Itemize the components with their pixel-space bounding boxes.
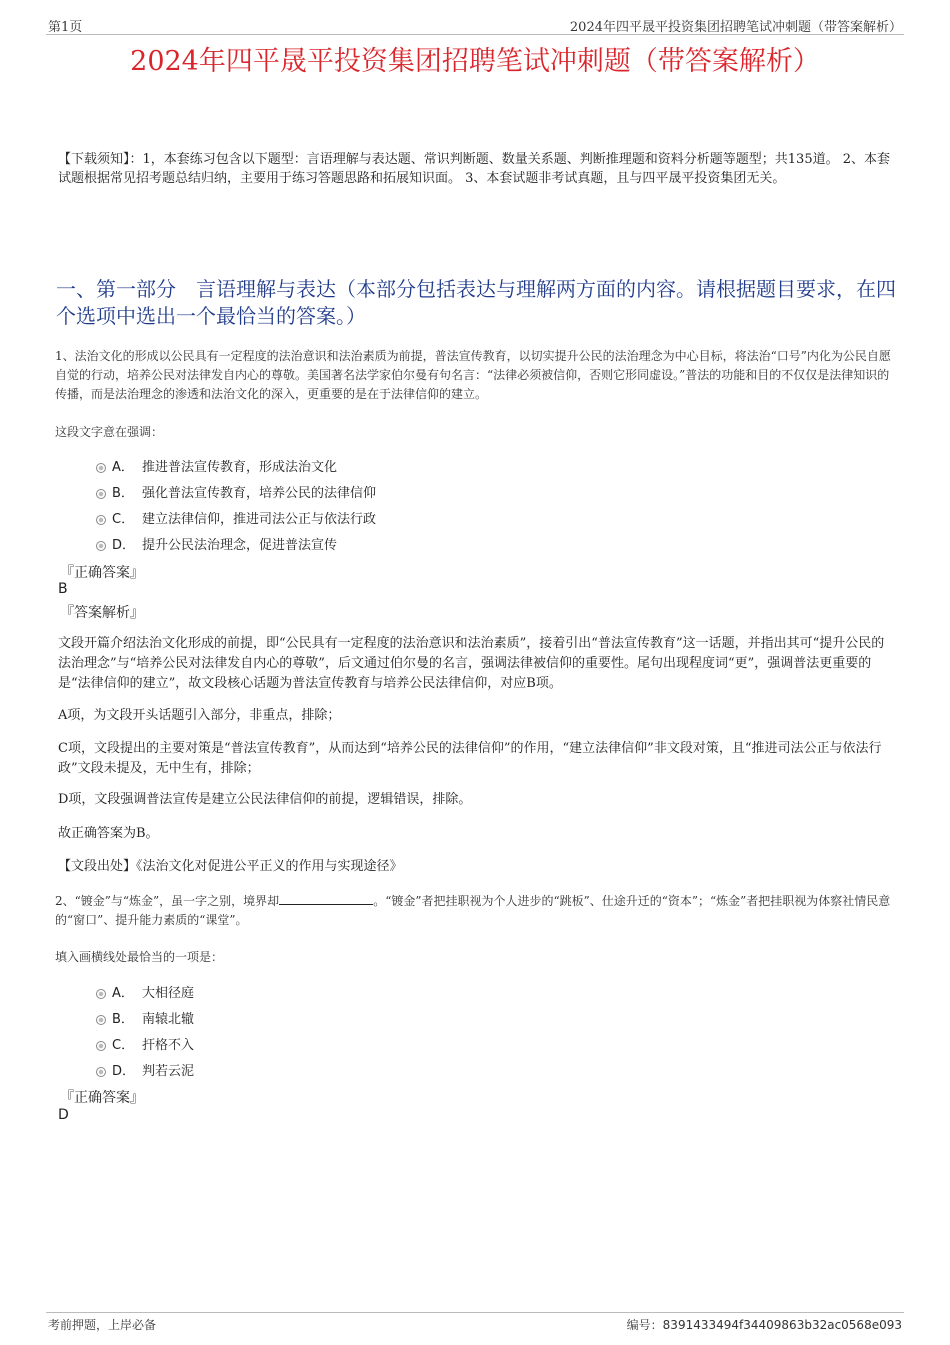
q1-analysis-label: 『答案解析』	[60, 605, 144, 621]
page-header	[46, 14, 904, 35]
footer-code: 编号：8391433494f34409863b32ac0568e093	[626, 1318, 902, 1332]
question-1-prompt: 这段文字意在强调：	[55, 425, 164, 439]
radio-icon[interactable]	[96, 1015, 106, 1025]
q1-option-d[interactable]: D． 提升公民法治理念，促进普法宣传	[96, 534, 337, 554]
q1-analysis-conclusion: 故正确答案为B。	[58, 826, 159, 841]
q1-analysis-main: 文段开篇介绍法治文化形成的前提，即“公民具有一定程度的法治意识和法治素质”，接着引出“普法宣传教育”这一话题，并指出其可“提升公民的法治理念”与“培养公民对法律发自内心的尊敬”，后文通过伯尔曼的名言，强调法律被信仰的重要性。尾句出现程度词“更”，强调普法更重要的是“法律信仰的建立”，故文段核心话题为普法宣传教育与培养公民法律信仰，对应B项。	[58, 636, 885, 691]
header-doc-name: 2024年四平晟平投资集团招聘笔试冲刺题（带答案解析）	[569, 20, 902, 35]
q1-option-c[interactable]: C． 建立法律信仰，推进司法公正与依法行政	[96, 508, 376, 528]
q2-answer-label: 『正确答案』	[60, 1090, 144, 1106]
question-2-prompt: 填入画横线处最恰当的一项是：	[55, 950, 224, 964]
q1-option-b[interactable]: B． 强化普法宣传教育，培养公民的法律信仰	[96, 482, 376, 502]
question-2-text: 2、“镀金”与“炼金”，虽一字之别，境界却 。“镀金”者把挂职视为个人进步的“跳板”、仕途升迁的“资本”；“炼金”者把挂职视为体察社情民意的“窗口”、提升能力素质的“课堂”。	[55, 894, 891, 927]
q2-option-d[interactable]: D． 判若云泥	[96, 1060, 194, 1080]
radio-icon[interactable]	[96, 541, 106, 551]
radio-icon[interactable]	[96, 463, 106, 473]
q1-answer-label: 『正确答案』	[60, 565, 144, 581]
q2-option-c[interactable]: C． 扞格不入	[96, 1034, 194, 1054]
radio-icon[interactable]	[96, 1067, 106, 1077]
q2-answer: D	[58, 1107, 69, 1123]
q2-option-b[interactable]: B． 南辕北辙	[96, 1008, 194, 1028]
fill-blank	[279, 892, 373, 905]
download-notice: 【下载须知】：1，本套练习包含以下题型：言语理解与表达题、常识判断题、数量关系题、判断推理题和资料分析题等题型；共135道。 2、本套试题根据常见招考题总结归纳，主要用于练习答题思路和拓展知识面。 3、本套试题非考试真题，且与四平晟平投资集团无关。	[58, 152, 890, 186]
q1-analysis-c: C项，文段提出的主要对策是“普法宣传教育”，从而达到“培养公民的法律信仰”的作用，“建立法律信仰”非文段对策，且“推进司法公正与依法行政”文段未提及，无中生有，排除；	[58, 741, 882, 776]
page-number: 第1页	[48, 20, 83, 35]
q2-option-a[interactable]: A． 大相径庭	[96, 982, 194, 1002]
q1-source: 【文段出处】《法治文化对促进公平正义的作用与实现途径》	[58, 859, 403, 874]
page-footer	[46, 1312, 904, 1333]
section-title: 一、第一部分 言语理解与表达（本部分包括表达与理解两方面的内容。请根据题目要求，在四个选项中选出一个最恰当的答案。）	[56, 277, 896, 328]
radio-icon[interactable]	[96, 489, 106, 499]
radio-icon[interactable]	[96, 989, 106, 999]
q1-analysis-d: D项，文段强调普法宣传是建立公民法律信仰的前提，逻辑错误，排除。	[58, 792, 472, 807]
radio-icon[interactable]	[96, 515, 106, 525]
q1-option-a[interactable]: A． 推进普法宣传教育，形成法治文化	[96, 456, 337, 476]
q1-analysis-a: A项，为文段开头话题引入部分，非重点，排除；	[58, 708, 341, 723]
q1-answer: B	[58, 581, 68, 597]
footer-slogan: 考前押题，上岸必备	[48, 1318, 157, 1332]
document-title: 2024年四平晟平投资集团招聘笔试冲刺题（带答案解析）	[130, 46, 820, 77]
question-1-text: 1、法治文化的形成以公民具有一定程度的法治意识和法治素质为前提，普法宣传教育，以切实提升公民的法治理念为中心目标，将法治“口号”内化为公民自愿自觉的行动，培养公民对法律发自内心的尊敬。美国著名法学家伯尔曼有句名言：“法律必须被信仰，否则它形同虚设。”普法的功能和目的不仅仅是法律知识的传播，而是法治理念的渗透和法治文化的深入，更重要的是在于法律信仰的建立。	[55, 349, 891, 401]
radio-icon[interactable]	[96, 1041, 106, 1051]
